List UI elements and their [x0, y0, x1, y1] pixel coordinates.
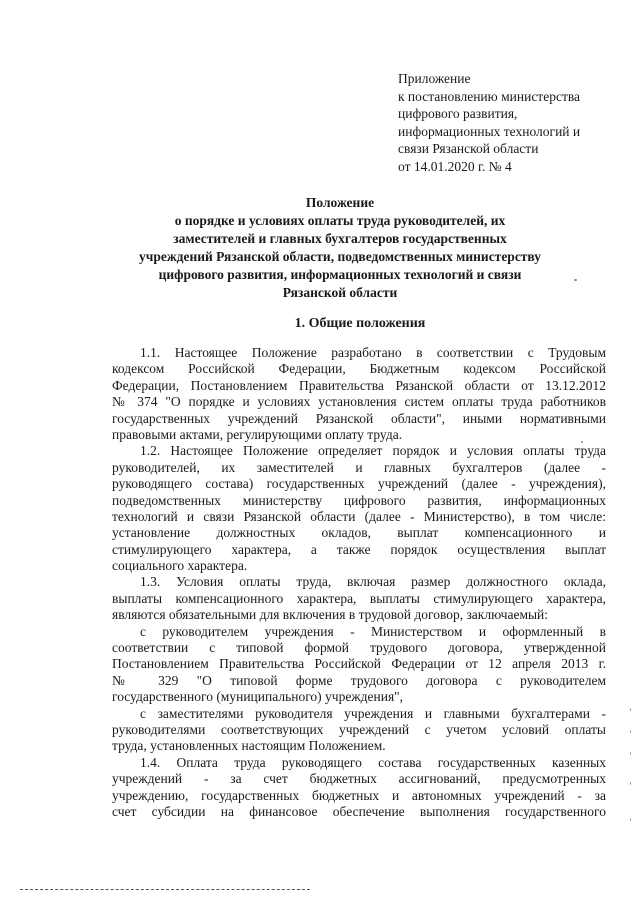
appendix-header: [398, 70, 613, 175]
paragraph-line: стимулирующего характера, а также порядок осуществления выплат: [112, 541, 606, 557]
paragraph-line: Федерации, Постановлением Правительства Рязанской области от 13.12.2012: [112, 377, 606, 393]
appendix-line: связи Рязанской области: [398, 141, 539, 156]
paragraph-line: 1.2. Настоящее Положение определяет порядок и условия оплаты труда: [140, 443, 606, 459]
title-line: Положение: [305, 195, 375, 210]
document-body: [112, 345, 606, 820]
paragraph-line: установление должностных окладов, выплат компенсационного и: [112, 525, 606, 541]
paragraph-line: подведомственных министерству цифрового развития, информационных: [112, 492, 606, 508]
paragraph-line: руководителей, их заместителей и главных бухгалтеров (далее -: [112, 459, 606, 475]
scan-artifact: [581, 441, 583, 443]
paragraph-line: технологий и связи Рязанской области (далее - Министерство), в том числе:: [112, 508, 606, 524]
paragraph-line: 1.1. Настоящее Положение разработано в соответствии с Трудовым: [140, 345, 606, 360]
appendix-line: Приложение: [398, 71, 471, 86]
title-line: учреждений Рязанской области, подведомственных министерству: [138, 249, 542, 264]
paragraph-line: соответствии с типовой формой трудового договора, утвержденной: [112, 640, 606, 656]
scan-artifact: [630, 752, 631, 755]
paragraph-line: Постановлением Правительства Российской Федерации от 12 апреля 2013 г.: [112, 656, 606, 672]
paragraph-line: выплаты компенсационного характера, выплаты стимулирующего характера,: [112, 590, 606, 606]
paragraph-line: учреждений - за счет бюджетных ассигнований, предусмотренных: [112, 771, 606, 787]
title-line: заместителей и главных бухгалтеров государственных: [173, 231, 507, 246]
title-line: цифрового развития, информационных технологий и связи: [158, 267, 522, 282]
appendix-line: к постановлению министерства: [398, 88, 581, 104]
paragraph-line: правовыми актами, регулирующими оплату труда.: [112, 426, 403, 442]
page-bottom-divider: [20, 889, 310, 890]
section-heading: 1. Общие положения: [294, 316, 426, 331]
title-line: Рязанской области: [282, 285, 398, 300]
title-line: о порядке и условиях оплаты труда руководителей, их: [174, 213, 506, 228]
scan-artifact: [630, 782, 631, 785]
paragraph-line: социального характера.: [112, 558, 248, 574]
paragraph-line: учреждению, государственных бюджетных и автономных учреждений - за: [112, 787, 606, 803]
paragraph-line: являются обязательными для включения в трудовой договор, заключаемый:: [112, 607, 549, 623]
paragraph-line: руководящего состава) государственных учреждений (далее - учреждения),: [112, 476, 606, 492]
paragraph-line: с руководителем учреждения - Министерством и оформленный в: [140, 623, 606, 639]
paragraph-line: с заместителями руководителя учреждения и главными бухгалтерами -: [140, 705, 606, 721]
paragraph-line: руководителями соответствующих учреждений с учетом условий оплаты: [112, 721, 606, 737]
scan-artifact: [630, 730, 631, 733]
paragraph-line: 1.3. Условия оплаты труда, включая размер должностного оклада,: [140, 574, 606, 590]
scan-artifact: [574, 279, 577, 281]
paragraph-line: 1.4. Оплата труда руководящего состава государственных казенных: [140, 754, 606, 770]
paragraph-line: труда, установленных настоящим Положением.: [112, 738, 386, 754]
scan-artifact: [630, 818, 631, 821]
paragraph-line: счет субсидии на финансовое обеспечение выполнения государственного: [112, 803, 606, 819]
paragraph-line: № 329 "О типовой форме трудового договора с руководителем: [112, 672, 606, 688]
paragraph-line: государственного (муниципального) учреждения",: [112, 689, 404, 705]
appendix-line: цифрового развития,: [398, 106, 518, 121]
paragraph-line: государственных учреждений Рязанской области", иными нормативными: [112, 410, 606, 426]
paragraph-line: кодексом Российской Федерации, Бюджетным кодексом Российской: [112, 361, 606, 377]
document-title: [110, 194, 570, 302]
appendix-date-line: от 14.01.2020 г. № 4: [398, 158, 512, 174]
paragraph-line: № 374 "О порядке и условиях установления систем оплаты труда работников: [112, 394, 606, 410]
scan-artifact: [630, 708, 631, 711]
appendix-line: информационных технологий и: [398, 123, 581, 139]
